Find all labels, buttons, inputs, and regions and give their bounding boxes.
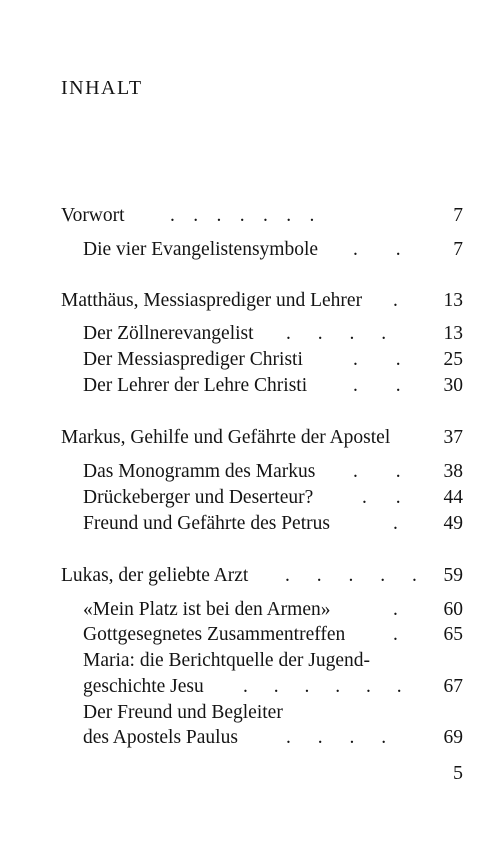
toc-page-number: 30: [443, 375, 463, 396]
toc-leader-dots: .: [393, 599, 398, 620]
toc-page-number: 44: [443, 487, 463, 508]
toc-leader-dots: .: [393, 290, 398, 311]
toc-entry-title: «Mein Platz ist bei den Armen»: [83, 599, 331, 620]
toc-leader-dots: . .: [353, 349, 401, 370]
toc-page-number: 38: [443, 461, 463, 482]
toc-entry-title: geschichte Jesu: [83, 676, 204, 697]
toc-leader-dots: . . . .: [286, 323, 387, 344]
toc-entry-vorwort: [0, 203, 504, 229]
toc-leader-dots: . . . .: [286, 727, 387, 748]
toc-entry-zusammentreffen: [0, 622, 504, 648]
toc-page-number: 49: [443, 513, 463, 534]
toc-entry-title: Der Freund und Begleiter: [83, 702, 283, 723]
toc-entry-title: Freund und Gefährte des Petrus: [83, 513, 330, 534]
toc-entry-title: Maria: die Berichtquelle der Jugend-: [83, 650, 370, 671]
toc-entry-maria: [0, 648, 504, 674]
toc-page-number: 65: [443, 624, 463, 645]
toc-leader-dots: . .: [353, 461, 401, 482]
toc-leader-dots: . .: [362, 487, 401, 508]
toc-entry-title: Drückeberger und Deserteur?: [83, 487, 314, 508]
toc-entry-title: Markus, Gehilfe und Gefährte der Apostel: [61, 427, 391, 448]
toc-entry-title: Lukas, der geliebte Arzt: [61, 565, 249, 586]
toc-entry-title: Die vier Evangelistensymbole: [83, 239, 319, 260]
page-title: INHALT: [61, 77, 143, 99]
toc-page-number: 60: [443, 599, 463, 620]
toc-page-number: 25: [443, 349, 463, 370]
toc-entry-armen: [0, 597, 504, 623]
toc-entry-monogramm: [0, 459, 504, 485]
toc-entry-maria-continued: [0, 674, 504, 700]
toc-page-number: 13: [443, 290, 463, 311]
toc-entry-title: Matthäus, Messiasprediger und Lehrer: [61, 290, 363, 311]
toc-entry-title: Gottgesegnetes Zusammentreffen: [83, 624, 346, 645]
toc-entry-title: Der Zöllnerevangelist: [83, 323, 254, 344]
toc-leader-dots: . . . . . .: [243, 676, 402, 697]
toc-entry-matthaeus: [0, 288, 504, 314]
toc-entry-paulus: [0, 700, 504, 726]
toc-page-number: 69: [443, 727, 463, 748]
toc-entry-markus: [0, 425, 504, 451]
toc-entry-petrus: [0, 511, 504, 537]
toc-entry-lukas: [0, 563, 504, 589]
toc-page-number: 37: [443, 427, 463, 448]
toc-leader-dots: . .: [353, 239, 401, 260]
toc-entry-messiasprediger: [0, 347, 504, 373]
toc-entry-title: Vorwort: [61, 205, 125, 226]
toc-entry-zoellnerevangelist: [0, 321, 504, 347]
toc-entry-title: des Apostels Paulus: [83, 727, 238, 748]
toc-leader-dots: . . . . .: [285, 565, 417, 586]
toc-entry-title: Das Monogramm des Markus: [83, 461, 316, 482]
page-folio: 5: [453, 762, 463, 784]
toc-page-number: 7: [453, 205, 463, 226]
toc-page-number: 59: [443, 565, 463, 586]
toc-page-number: 13: [443, 323, 463, 344]
toc-entry-deserteur: [0, 485, 504, 511]
toc-entry-evangelistensymbole: [0, 237, 504, 263]
toc-leader-dots: .: [393, 513, 398, 534]
toc-entry-lehrer: [0, 373, 504, 399]
toc-leader-dots: . .: [353, 375, 401, 396]
toc-leader-dots: . . . . . . .: [170, 205, 315, 226]
toc-entry-paulus-continued: [0, 725, 504, 751]
toc-entry-title: Der Lehrer der Lehre Christi: [83, 375, 308, 396]
toc-leader-dots: .: [393, 624, 398, 645]
toc-entry-title: Der Messiasprediger Christi: [83, 349, 303, 370]
toc-page-number: 7: [453, 239, 463, 260]
toc-page-number: 67: [443, 676, 463, 697]
